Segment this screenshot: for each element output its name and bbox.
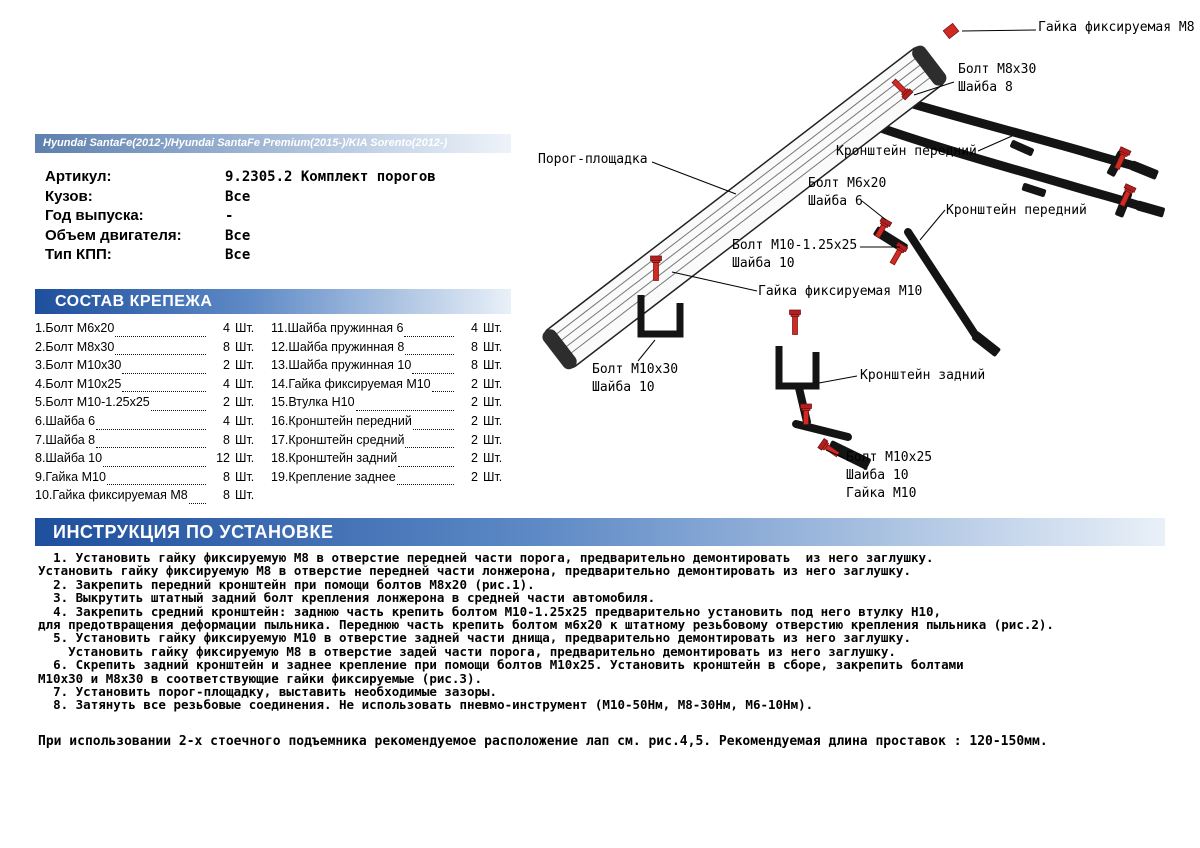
- fastener-row: [271, 340, 511, 359]
- bolt-m10-1-25x25: [887, 242, 907, 266]
- fastener-name: 12.Шайба пружинная 8: [271, 339, 405, 354]
- fastener-name: 16.Кронштейн передний: [271, 413, 412, 428]
- dotted-leader: [96, 447, 206, 448]
- fastener-row: [35, 488, 263, 507]
- model-header-text: Hyundai SantaFe(2012-)/Hyundai SantaFe Premium(2015-)/KIA Sorento(2012-): [43, 137, 448, 149]
- diagram-label: Кронштейн передний: [946, 203, 1087, 218]
- dotted-leader: [413, 429, 454, 430]
- instruction-line: 1. Установить гайку фиксируемую М8 в отверстие передней части порога, предварительно демонтировать из него заглушку.: [38, 550, 934, 565]
- diagram-label: Болт М10х25: [846, 450, 933, 465]
- instruction-line: 8. Затянуть все резьбовые соединения. Не использовать пневмо-инструмент (М10-50Нм, М8-30Нм, М6-10Нм).: [38, 697, 814, 713]
- product-row: [45, 168, 507, 188]
- fastener-name: 9.Гайка М10: [35, 469, 106, 484]
- product-label: Год выпуска:: [45, 207, 144, 224]
- diagram-label: Гайка М10: [846, 486, 917, 501]
- fastener-unit: Шт.: [235, 376, 255, 391]
- fastener-qty: 2: [471, 469, 478, 484]
- instruction-line: 5. Установить гайку фиксируемую М10 в отверстие задней части днища, предварительно демонтировать из него заглушку.: [38, 630, 911, 646]
- fastener-qty: 8: [471, 358, 478, 373]
- dotted-leader: [398, 466, 454, 467]
- fastener-row: [35, 433, 263, 452]
- diagram-label: Шайба 8: [958, 80, 1013, 95]
- diagram-label: Болт М8х30: [958, 62, 1037, 77]
- fastener-qty: 2: [471, 432, 478, 447]
- step-board: [540, 43, 950, 372]
- fastener-qty: 8: [223, 339, 230, 354]
- fasteners-title: СОСТАВ КРЕПЕЖА: [55, 293, 213, 310]
- diagram-label: Гайка фиксируемая М10: [758, 284, 923, 299]
- fastener-name: 8.Шайба 10: [35, 451, 103, 466]
- fastener-qty: 8: [223, 488, 230, 503]
- instruction-line: 2. Закрепить передний кронштейн при помощи болтов М8х20 (рис.1).: [38, 576, 535, 592]
- diagram-label: Гайка фиксируемая М8: [1038, 20, 1195, 35]
- fastener-name: 19.Крепление заднее: [271, 469, 396, 484]
- fasteners-column-right: [271, 321, 511, 507]
- fastener-row: [271, 414, 511, 433]
- fastener-qty: 4: [223, 413, 230, 428]
- dotted-leader: [189, 503, 206, 504]
- fastener-row: [271, 358, 511, 377]
- fastener-unit: Шт.: [235, 451, 255, 466]
- fastener-name: 14.Гайка фиксируемая М10: [271, 376, 431, 391]
- fastener-unit: Шт.: [235, 413, 255, 428]
- fastener-qty: 2: [471, 395, 478, 410]
- fastener-name: 2.Болт М8х30: [35, 339, 115, 354]
- fastener-unit: Шт.: [235, 358, 255, 373]
- dotted-leader: [122, 373, 206, 374]
- dotted-leader: [405, 354, 454, 355]
- diagram-label: Порог-площадка: [538, 152, 648, 167]
- fastener-row: [35, 340, 263, 359]
- product-value: Все: [225, 227, 251, 244]
- diagram-label: Шайба 10: [846, 468, 909, 483]
- fastener-row: [271, 377, 511, 396]
- fastener-name: 11.Шайба пружинная 6: [271, 321, 404, 335]
- dotted-leader: [405, 447, 454, 448]
- instructions-header-bar: [35, 518, 1165, 546]
- dotted-leader: [96, 429, 206, 430]
- instruction-line: Установить гайку фиксируемую М8 в отверстие задей части порога, предварительно демонтировать из него заглушку.: [38, 643, 896, 659]
- dotted-leader: [404, 336, 454, 337]
- fastener-row: [271, 451, 511, 470]
- diagram-label: Кронштейн задний: [860, 368, 986, 383]
- fastener-unit: Шт.: [483, 376, 503, 391]
- product-row: [45, 188, 507, 208]
- fasteners-column-left: [35, 321, 263, 507]
- instruction-line: Установить гайку фиксируемую М8 в отверстие передней части лонжерона, предварительно демонтировать из него заглушку.: [38, 563, 911, 579]
- instruction-line: 4. Закрепить средний кронштейн: заднюю часть крепить болтом М10-1.25х25 предварительно установить под него втулку Н10,: [38, 603, 942, 619]
- product-label: Тип КПП:: [45, 246, 112, 263]
- diagram-label: Кронштейн передний: [836, 144, 977, 159]
- fastener-qty: 2: [223, 395, 230, 410]
- fastener-unit: Шт.: [235, 321, 255, 335]
- fastener-row: [35, 470, 263, 489]
- fastener-qty: 2: [471, 451, 478, 466]
- fastener-row: [35, 451, 263, 470]
- model-header-bar: [35, 134, 511, 153]
- fastener-unit: Шт.: [483, 451, 503, 466]
- fastener-row: [35, 414, 263, 433]
- product-info: [45, 168, 507, 266]
- instruction-line: 3. Выкрутить штатный задний болт крепления лонжерона в средней части автомобиля.: [38, 590, 656, 606]
- fastener-name: 18.Кронштейн задний: [271, 451, 398, 466]
- fixing-nut-m8: [943, 23, 959, 38]
- fasteners-list: [35, 321, 511, 507]
- fastener-row: [271, 321, 511, 340]
- dotted-leader: [397, 484, 454, 485]
- fastener-row: [271, 395, 511, 414]
- dotted-leader: [356, 410, 454, 411]
- fastener-row: [35, 395, 263, 414]
- instruction-line: М10х30 и М8х30 в соответствующие гайки фиксируемые (рис.3).: [38, 670, 483, 686]
- fastener-unit: Шт.: [235, 432, 255, 447]
- fastener-name: 13.Шайба пружинная 10: [271, 358, 412, 373]
- fastener-name: 10.Гайка фиксируемая М8: [35, 488, 188, 503]
- fastener-qty: 2: [471, 376, 478, 391]
- diagram-label: Болт М10х30: [592, 362, 679, 377]
- fasteners-header-bar: [35, 289, 511, 314]
- footer-note: При использовании 2-х стоечного подъемника рекомендуемое расположение лап см. рис.4,5. Рекомендуемая длина проставок : 120-150мм.: [38, 734, 1048, 749]
- product-value: -: [225, 208, 234, 224]
- product-row: [45, 227, 507, 247]
- assembly-diagram: [510, 0, 1200, 515]
- dotted-leader: [432, 391, 454, 392]
- fastener-row: [35, 377, 263, 396]
- product-row: [45, 207, 507, 227]
- fastener-row: [35, 321, 263, 340]
- product-label: Артикул:: [45, 168, 112, 185]
- instructions-title: ИНСТРУКЦИЯ ПО УСТАНОВКЕ: [53, 522, 334, 542]
- fastener-unit: Шт.: [235, 395, 255, 410]
- diagram-label: Болт М6х20: [808, 176, 887, 191]
- product-label: Кузов:: [45, 187, 93, 205]
- assembly-diagram-drawing: [510, 0, 1200, 515]
- fastener-row: [35, 358, 263, 377]
- fastener-row: [271, 433, 511, 452]
- product-value: Все: [225, 247, 251, 263]
- fastener-unit: Шт.: [483, 413, 503, 428]
- fastener-name: 5.Болт М10-1.25х25: [35, 395, 150, 410]
- fastener-unit: Шт.: [235, 339, 255, 354]
- fastener-unit: Шт.: [235, 488, 255, 503]
- instruction-line: 6. Скрепить задний кронштейн и заднее крепление при помощи болтов М10х25. Установить кронштейн в сборе, закрепить болтами: [38, 657, 964, 673]
- dotted-leader: [115, 354, 206, 355]
- fastener-qty: 4: [223, 321, 230, 335]
- fastener-qty: 2: [471, 413, 478, 428]
- fastener-qty: 8: [223, 469, 230, 484]
- fastener-row: [271, 470, 511, 489]
- diagram-label: Болт М10-1.25х25: [732, 238, 858, 253]
- fastener-qty: 2: [223, 358, 230, 373]
- dotted-leader: [103, 466, 206, 467]
- fastener-unit: Шт.: [483, 321, 503, 335]
- instruction-line: 7. Установить порог-площадку, выставить необходимые зазоры.: [38, 684, 498, 700]
- fastener-name: 3.Болт М10х30: [35, 358, 122, 373]
- fastener-unit: Шт.: [483, 469, 503, 484]
- fastener-unit: Шт.: [235, 469, 255, 484]
- fastener-qty: 8: [471, 339, 478, 354]
- instructions-text: [38, 551, 1178, 712]
- dotted-leader: [107, 484, 206, 485]
- product-label: Объем двигателя:: [45, 226, 182, 244]
- fastener-name: 15.Втулка Н10: [271, 395, 355, 410]
- dotted-leader: [151, 410, 206, 411]
- fastener-unit: Шт.: [483, 395, 503, 410]
- fastener-name: 4.Болт М10х25: [35, 376, 122, 391]
- dotted-leader: [122, 391, 206, 392]
- fastener-name: 6.Шайба 6: [35, 413, 96, 428]
- fastener-qty: 12: [216, 451, 230, 466]
- fastener-name: 17.Кронштейн средний: [271, 432, 405, 447]
- diagram-label: Шайба 10: [732, 256, 795, 271]
- dotted-leader: [115, 336, 206, 337]
- fastener-name: 7.Шайба 8: [35, 432, 96, 447]
- fastener-unit: Шт.: [483, 358, 503, 373]
- fastener-qty: 8: [223, 432, 230, 447]
- diagram-label: Шайба 6: [808, 194, 863, 209]
- dotted-leader: [412, 373, 454, 374]
- product-value: 9.2305.2 Комплект порогов: [225, 169, 436, 185]
- fastener-qty: 4: [471, 321, 478, 335]
- fastener-unit: Шт.: [483, 432, 503, 447]
- fixing-nut-m10-bolt: [790, 310, 801, 335]
- product-row: [45, 246, 507, 266]
- instruction-line: для предотвращения деформации пыльника. Переднюю часть крепить болтом м6х20 к штатному резьбовому отверстию крепления пыльника (рис.2).: [38, 617, 1054, 633]
- fastener-unit: Шт.: [483, 339, 503, 354]
- fastener-qty: 4: [223, 376, 230, 391]
- diagram-label: Шайба 10: [592, 380, 655, 395]
- fastener-name: 1.Болт М6х20: [35, 321, 115, 335]
- product-value: Все: [225, 188, 251, 205]
